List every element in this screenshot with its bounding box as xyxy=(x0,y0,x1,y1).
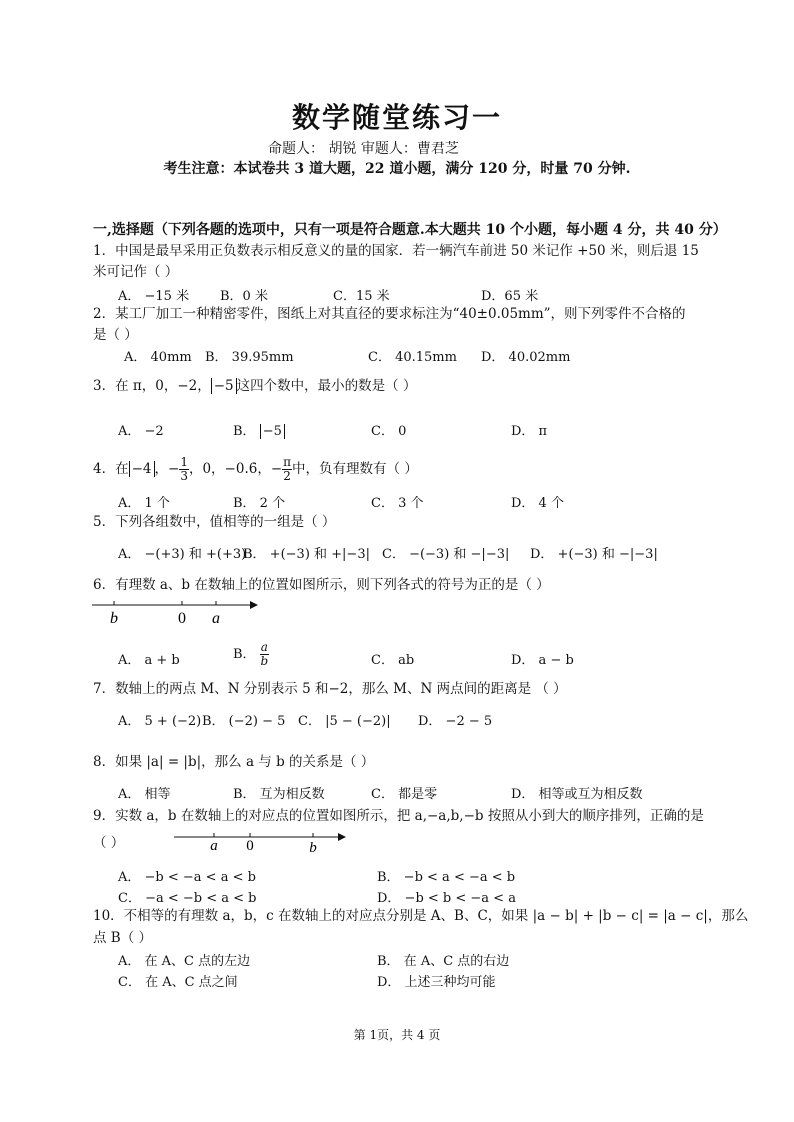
q7-option-a: A． 5 + (−2) xyxy=(118,714,202,729)
q4-stem xyxy=(93,456,418,483)
q2-option-d: D． 40.02mm xyxy=(481,350,571,365)
q1-option-b: B．0 米 xyxy=(220,289,268,304)
q4-stem-pre: 4．在 xyxy=(93,461,129,477)
q3-abs-value: −5 xyxy=(211,378,237,394)
q6-stem: 6．有理数 a、b 在数轴上的位置如图所示，则下列各式的符号为正的是（ ） xyxy=(93,577,550,593)
q2-option-b: B． 39.95mm xyxy=(205,350,294,365)
q6-option-b-label: B． xyxy=(233,647,256,662)
q10-option-c: C． 在 A、C 点之间 xyxy=(118,975,238,990)
q3-option-b-abs: −5 xyxy=(260,424,285,439)
q3-option-c: C． 0 xyxy=(371,424,407,439)
q6-option-d: D． a − b xyxy=(511,653,574,668)
q4-stem-post: 中，负有理数有（ ） xyxy=(292,461,418,477)
q5-option-c: C． −(−3) 和 −|−3| xyxy=(382,547,510,562)
q6-option-a: A． a + b xyxy=(118,653,180,668)
authors-line: 命题人： 胡锐 审题人：曹君芝 xyxy=(268,141,459,157)
q1-option-d: D．65 米 xyxy=(481,289,539,304)
q1-stem-line2: 米可记作（ ） xyxy=(93,264,179,280)
q9-option-d: D． −b < b < −a < a xyxy=(377,891,516,906)
q8-stem: 8．如果 |a| = |b|，那么 a 与 b 的关系是（ ） xyxy=(93,754,375,770)
q5-option-d: D． +(−3) 和 −|−3| xyxy=(530,547,658,562)
exam-notice: 考生注意：本试卷共 3 道大题，22 道小题，满分 120 分，时量 70 分钟. xyxy=(163,161,631,177)
q4-abs-value: −4 xyxy=(129,461,155,477)
q3-option-d: D． π xyxy=(511,424,548,439)
q3-option-a: A． −2 xyxy=(118,424,164,439)
q2-stem-line2: 是（ ） xyxy=(93,327,138,343)
q3-option-b xyxy=(233,420,285,439)
q9-stem-paren: （ ） xyxy=(93,835,125,851)
q10-option-a: A． 在 A、C 点的左边 xyxy=(118,954,251,969)
q6-option-b xyxy=(233,641,269,668)
q1-stem-line1: 1．中国是最早采用正负数表示相反意义的量的国家．若一辆汽车前进 50 米记作 +50 米，则后退 15 xyxy=(93,243,699,259)
q1-option-a: A． −15 米 xyxy=(118,289,190,304)
q2-option-c: C． 40.15mm xyxy=(368,350,457,365)
q6-fraction-a-over-b: $\frac{a}{b}$ xyxy=(260,640,269,668)
q4-fraction-pi-half: $\frac{\pi}{2}$ xyxy=(283,455,292,483)
q10-option-b: B． 在 A、C 点的右边 xyxy=(377,954,510,969)
q9-option-c: C． −a < −b < a < b xyxy=(118,891,257,906)
page-footer: 第 1页，共 4 页 xyxy=(353,1028,441,1042)
q4-option-a: A． 1 个 xyxy=(118,496,170,511)
q8-option-b: B． 互为相反数 xyxy=(233,787,325,802)
q3-stem-post: 这四个数中，最小的数是（ ） xyxy=(236,378,417,394)
q3-stem-pre: 3．在 π，0，−2， xyxy=(93,378,211,394)
q7-stem: 7．数轴上的两点 M、N 分别表示 5 和−2，那么 M、N 两点间的距离是 （ ） xyxy=(93,681,567,697)
q5-option-b: B． +(−3) 和 +|−3| xyxy=(243,547,370,562)
q9-axis-label-a: a xyxy=(210,838,218,854)
q3-stem xyxy=(93,376,416,396)
q6-axis-label-b: b xyxy=(110,610,118,627)
q9-axis-label-0: 0 xyxy=(246,838,254,854)
q7-option-b: B． (−2) − 5 xyxy=(202,714,286,729)
q6-axis-label-0: 0 xyxy=(178,610,186,627)
page-title: 数学随堂练习一 xyxy=(291,101,502,134)
q8-option-c: C． 都是零 xyxy=(371,787,438,802)
q6-option-c: C． ab xyxy=(371,653,415,668)
q10-stem-line1: 10．不相等的有理数 a，b，c 在数轴上的对应点分别是 A、B、C，如果 |a − b| + |b − c| = |a − c|，那么 xyxy=(93,908,749,924)
q2-option-a: A． 40mm xyxy=(124,350,192,365)
q4-option-c: C． 3 个 xyxy=(371,496,424,511)
q9-option-b: B． −b < a < −a < b xyxy=(377,870,516,885)
q4-stem-mid1: ，− xyxy=(154,461,180,477)
q1-option-c: C．15 米 xyxy=(333,289,390,304)
q4-stem-mid2: ，0，−0.6̇，− xyxy=(188,461,283,477)
q4-fraction-one-third: $\frac{1}{3}$ xyxy=(180,455,188,483)
q4-option-d: D． 4 个 xyxy=(511,496,564,511)
q8-option-a: A． 相等 xyxy=(118,787,171,802)
q7-option-d: D． −2 − 5 xyxy=(418,714,493,729)
q7-option-c: C． |5 − (−2)| xyxy=(298,714,391,729)
q6-number-line xyxy=(90,596,260,628)
q9-option-a: A． −b < −a < a < b xyxy=(118,870,256,885)
q6-axis-label-a: a xyxy=(212,610,220,627)
q9-number-line xyxy=(172,830,352,856)
q9-stem: 9．实数 a，b 在数轴上的对应点的位置如图所示，把 a,−a,b,−b 按照从小到大的顺序排列，正确的是 xyxy=(93,808,704,824)
q10-option-d: D． 上述三种均可能 xyxy=(377,975,496,990)
q10-stem-line2: 点 B（ ） xyxy=(93,930,153,946)
q5-stem: 5．下列各组数中，值相等的一组是（ ） xyxy=(93,514,336,530)
q2-stem-line1: 2．某工厂加工一种精密零件，图纸上对其直径的要求标注为“40±0.05mm”，则下列零件不合格的 xyxy=(93,306,686,322)
q5-option-a: A． −(+3) 和 +(+3) xyxy=(118,547,247,562)
section-heading: 一,选择题（下列各题的选项中，只有一项是符合题意.本大题共 10 个小题，每小题 4 分，共 40 分） xyxy=(93,222,727,238)
q4-option-b: B． 2 个 xyxy=(233,496,286,511)
q3-option-b-label: B． xyxy=(233,424,256,439)
q9-axis-label-b: b xyxy=(309,840,317,856)
q8-option-d: D． 相等或互为相反数 xyxy=(511,787,643,802)
